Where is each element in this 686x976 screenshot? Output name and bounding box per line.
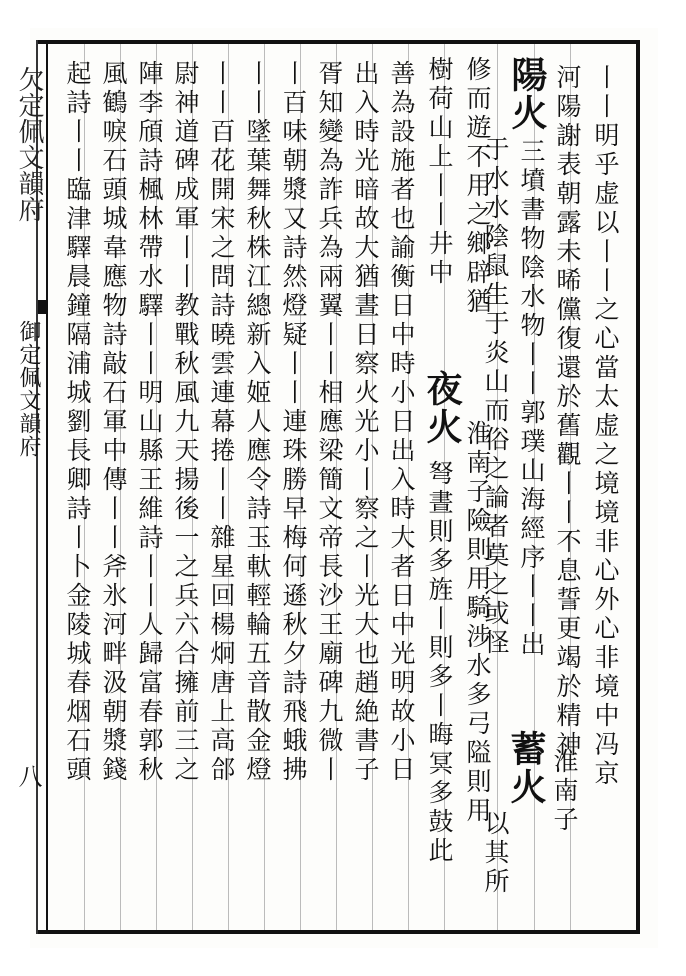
text-column-6: 樹荷山上丨丨井中 <box>425 56 454 288</box>
text-column-7: 善為設施者也諭衡日中時小日出入時大者日中光明故小日 <box>387 60 416 785</box>
spine-rule <box>46 40 48 934</box>
text-column-ye-2: 弩晝則多旌丨則多丨晦冥多鼓此 <box>425 460 454 866</box>
text-column-13: 尉神道碑成軍丨丨教戰秋風九天揚後一之兵六合擁前三之 <box>171 60 200 785</box>
text-column-2: 河陽謝表朝露未晞儻復還於舊觀丨丨不息誓更竭於精神 <box>553 64 582 760</box>
text-column-15: 風鶴唳石頭城韋應物詩敲石軍中傳丨丨斧氷河畔汲朝漿錢 <box>99 60 128 785</box>
headword-xu-huo: 蓄火 <box>505 730 547 806</box>
frame-right-rule <box>636 40 640 934</box>
spine-fishtail-mark <box>38 300 48 314</box>
book-title: 御定佩文韻府 <box>16 320 41 458</box>
text-column-3: 三墳書物陰水物丨丨郭璞山海經序丨丨出 <box>517 138 546 660</box>
text-column-14: 陣李頎詩楓林帶水驛丨丨明山縣王維詩丨丨人歸富春郭秋 <box>135 60 164 785</box>
text-column-xu-2: 以其所 <box>481 810 510 897</box>
spine-top-text: 欠定佩文韻府 <box>14 66 44 222</box>
text-column-16: 起詩丨丨臨津驛晨鐘隔浦城劉長卿詩丨卜金陵城春烟石頭 <box>63 60 92 785</box>
headword-ye-huo: 夜火 <box>421 370 463 446</box>
page-number: 八 <box>14 764 42 788</box>
frame-bottom-rule <box>36 930 638 934</box>
text-column-10: 丨百味朝漿又詩然燈疑丨丨連珠勝早梅何遜秋夕詩飛蛾拂 <box>279 60 308 785</box>
frame-top-rule <box>36 40 638 44</box>
text-column-12: 丨丨百花開宋之問詩曉雲連幕捲丨丨雜星回楊炯唐上高郃 <box>207 60 236 785</box>
text-column-8: 出入時光暗故大猶晝日察火光小丨察之丨光大也趙絶書子 <box>351 60 380 785</box>
text-column-11: 丨丨墜葉舞秋株江總新入姬人應令詩玉軑輕輪五音散金燈 <box>243 60 272 785</box>
text-column-4: 于水水陰鼠生于炎山而俗之論者莫之或怪 <box>481 136 510 658</box>
text-column-xu-1: 淮南子 <box>550 748 579 835</box>
text-column-9: 胥知變為詐兵為兩翼丨丨相應梁簡文帝長沙王廟碑九微丨 <box>315 60 344 785</box>
text-column-5: 修而遊不用之鄉辟猶 <box>463 56 492 317</box>
headword-yang-huo: 陽火 <box>506 56 548 132</box>
text-column-ye-1: 淮南子險則用騎涉水多弓隘則用 <box>463 420 492 826</box>
text-column-1: 丨丨明乎虚以丨丨之心當太虚之境境非心外心非境中冯京 <box>591 64 620 789</box>
